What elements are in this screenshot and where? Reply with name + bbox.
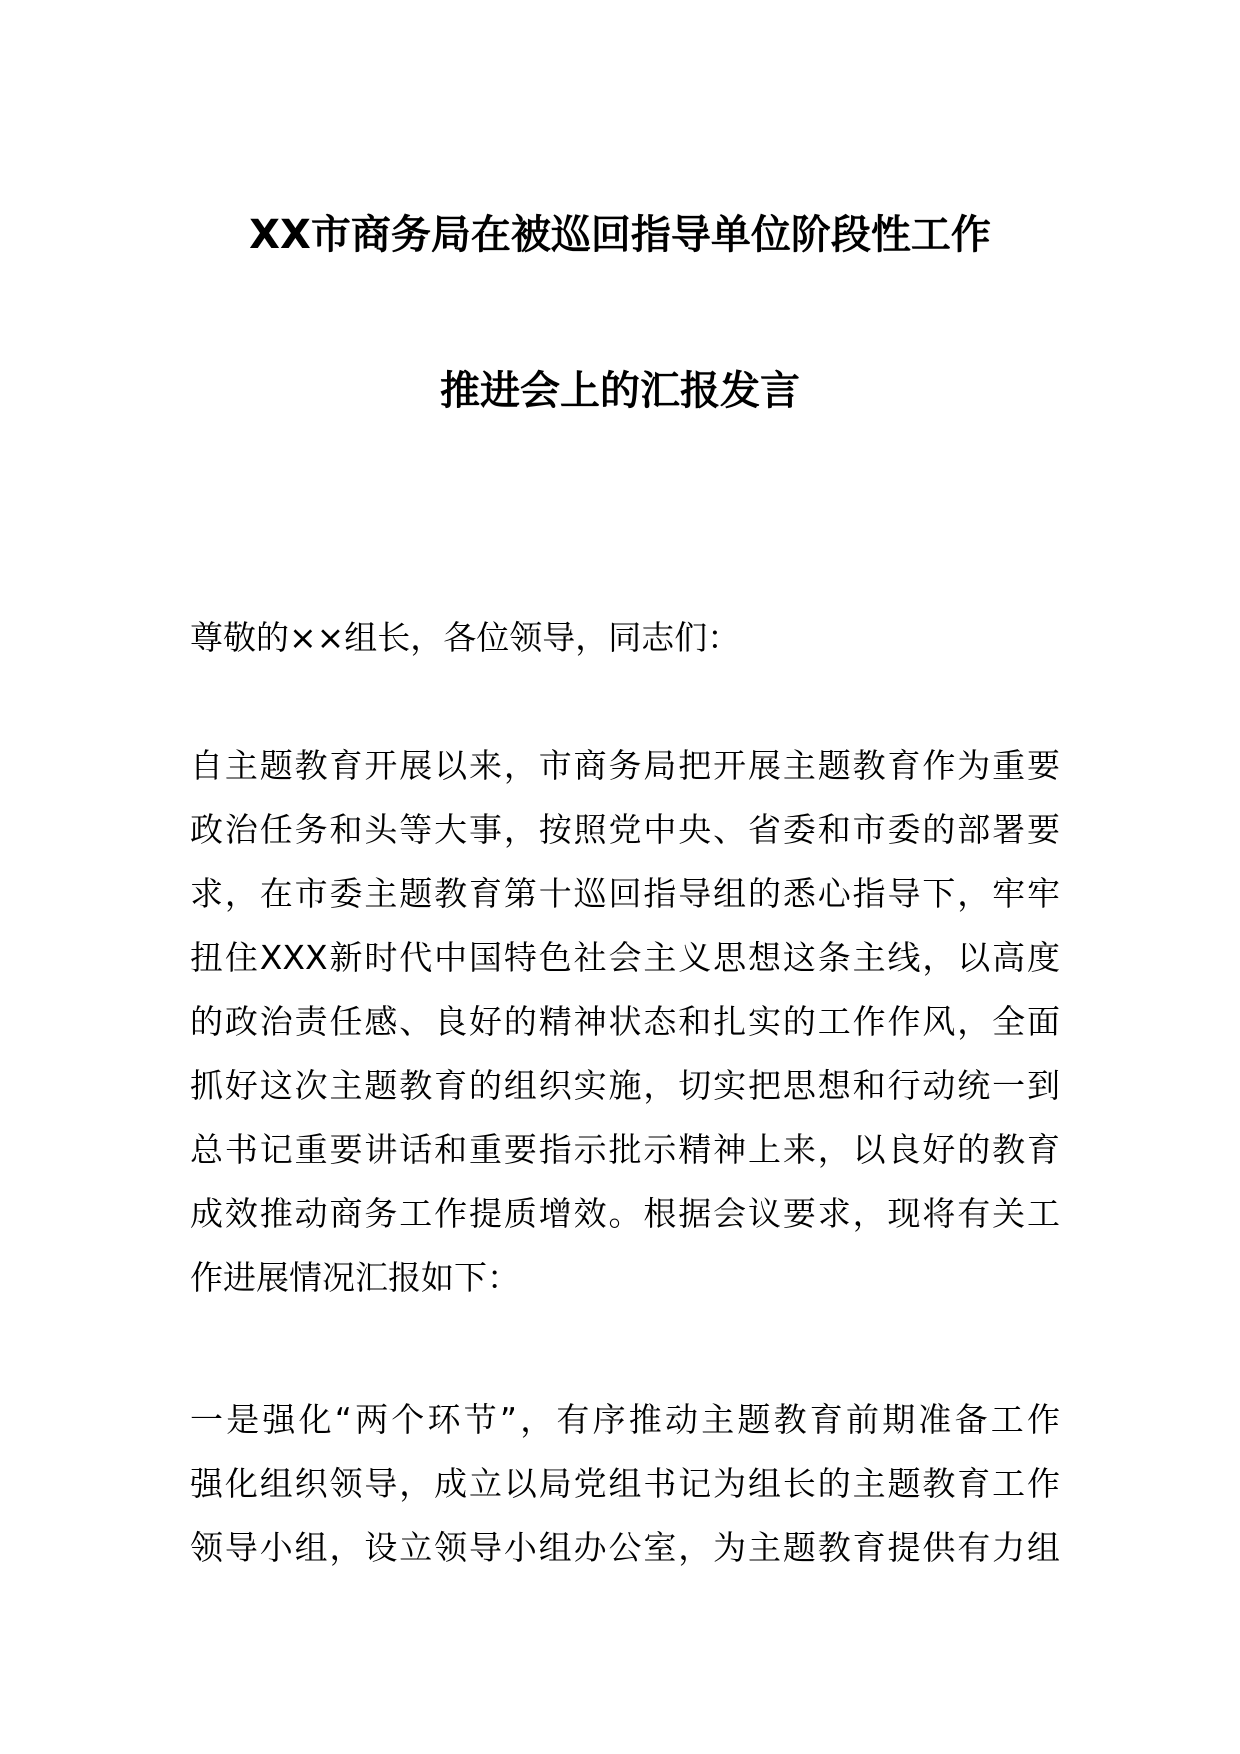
paragraph-intro (190, 734, 1060, 1310)
paragraph-line: 总书记重要讲话和重要指示批示精神上来，以良好的教育 (190, 1130, 1060, 1169)
paragraph-line: 成效推动商务工作提质增效。根据会议要求，现将有关工 (190, 1194, 1060, 1233)
paragraph-line: 一是强化“两个环节”，有序推动主题教育前期准备工作 (190, 1400, 1060, 1439)
paragraph-line: 作进展情况汇报如下： (190, 1258, 520, 1297)
paragraph-section-one (190, 1388, 1060, 1580)
paragraph-line: 强化组织领导，成立以局党组书记为组长的主题教育工作 (190, 1464, 1060, 1503)
document-title-line-1: XX市商务局在被巡回指导单位阶段性工作 (249, 212, 991, 258)
paragraph-line: 领导小组，设立领导小组办公室，为主题教育提供有力组 (190, 1528, 1060, 1567)
paragraph-line: 政治任务和头等大事，按照党中央、省委和市委的部署要 (190, 810, 1060, 849)
paragraph-line: 抓好这次主题教育的组织实施，切实把思想和行动统一到 (190, 1066, 1060, 1105)
paragraph-line: 求，在市委主题教育第十巡回指导组的悉心指导下，牢牢 (190, 874, 1060, 913)
salutation: 尊敬的××组长，各位领导，同志们： (190, 618, 741, 657)
document-title-line-2: 推进会上的汇报发言 (440, 368, 800, 414)
paragraph-line: 扭住XXX新时代中国特色社会主义思想这条主线，以高度 (190, 938, 1060, 977)
paragraph-line: 的政治责任感、良好的精神状态和扎实的工作作风，全面 (190, 1002, 1060, 1041)
paragraph-line: 自主题教育开展以来，市商务局把开展主题教育作为重要 (190, 746, 1060, 785)
